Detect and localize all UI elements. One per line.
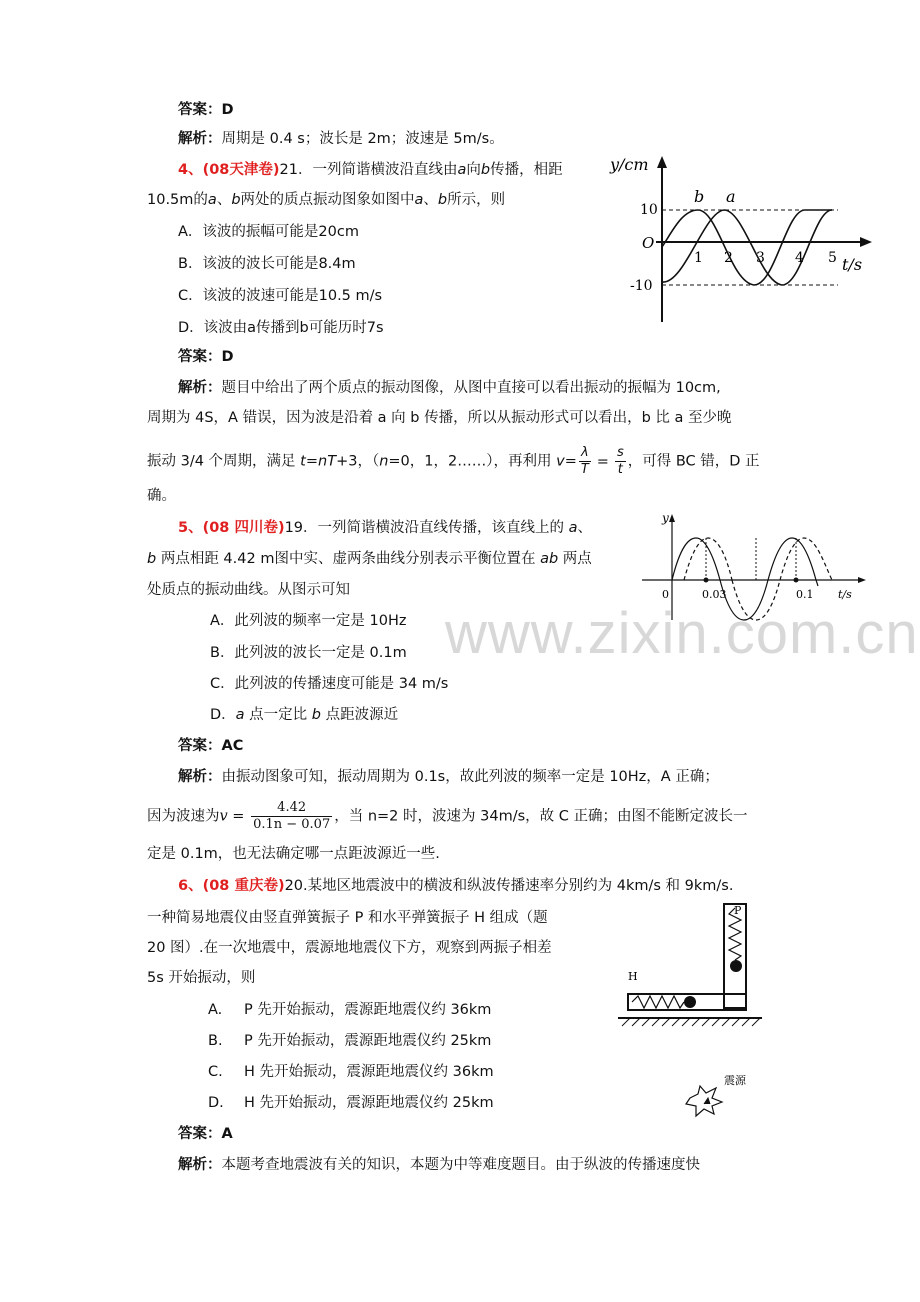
q4-analysis-line1: 解析：题目中给出了两个质点的振动图像，从图中直接可以看出振动的振幅为 10cm, xyxy=(178,380,721,396)
q4-option-d: D．该波由a传播到b可能历时7s xyxy=(178,320,384,336)
y-axis-arrow xyxy=(669,514,675,522)
x-axis-label: t/s xyxy=(838,588,852,601)
label-H: H xyxy=(628,970,638,983)
x-axis-label: t/s xyxy=(842,255,863,274)
q5-analysis-line1: 解析：由振动图象可知，振动周期为 0.1s，故此列波的频率一定是 10Hz，A 正确； xyxy=(178,769,719,785)
vertical-frame xyxy=(724,904,746,1008)
q6-analysis: 解析：本题考查地震波有关的知识，本题为中等难度题目。由于纵波的传播速度快 xyxy=(178,1157,700,1173)
q4-analysis-line4: 确。 xyxy=(147,488,176,504)
horizontal-mass xyxy=(684,996,696,1008)
y-axis-label: y xyxy=(662,511,669,525)
q6-stem-line2: 一种简易地震仪由竖直弹簧振子 P 和水平弹簧振子 H 组成（题 xyxy=(147,910,548,926)
x-tick-3: 3 xyxy=(756,250,765,266)
q6-seismograph-figure xyxy=(612,898,772,1120)
q4-option-a: A．该波的振幅可能是20cm xyxy=(178,224,359,240)
fraction-s-over-t: $\frac{s}{t}$ xyxy=(616,445,624,477)
watermark: www.zixin.com.cn xyxy=(445,601,919,666)
q4-analysis-line2: 周期为 4S，A 错误，因为波是沿着 a 向 b 传播，所以从振动形式可以看出，b 比 a 至少晚 xyxy=(147,410,732,426)
answer-label: 答案： xyxy=(178,102,222,118)
fraction-lambda-over-T: $\frac{\lambda}{T}$ xyxy=(580,445,589,477)
question-tag: 4、(08天津卷) xyxy=(178,162,280,178)
q6-option-d: D. H 先开始振动，震源距地震仪约 25km xyxy=(208,1095,494,1111)
q4-stem-line2: 10.5m的a、b两处的质点振动图象如图中a、b所示，则 xyxy=(147,192,506,208)
q6-option-a: A. P 先开始振动，震源距地震仪约 36km xyxy=(208,1002,492,1018)
q6-stem-line1: 6、(08 重庆卷)20.某地区地震波中的横波和纵波传播速率分别约为 4km/s 和 9km/s. xyxy=(178,878,734,894)
q5-option-c: C．此列波的传播速度可能是 34 m/s xyxy=(210,676,449,692)
x-axis-arrow xyxy=(860,237,872,247)
q5-vibration-graph xyxy=(636,508,876,626)
curve-b-dashed-1 xyxy=(684,538,732,580)
x-tick-5: 5 xyxy=(828,250,837,266)
q6-option-c: C. H 先开始振动，震源距地震仪约 36km xyxy=(208,1064,494,1080)
epicenter-burst-icon xyxy=(686,1086,722,1116)
q5-option-b: B．此列波的波长一定是 0.1m xyxy=(210,645,407,661)
q4-option-b: B．该波的波长可能是8.4m xyxy=(178,256,356,272)
q3-answer xyxy=(178,100,234,120)
q4-analysis-line3: 振动 3/4 个周期，满足 t=nT+3，（n=0，1，2……），再利用 v= $\frac{\lambda}{T}$ = $\frac{s}{t}$ ，可得 BC 错，D 正 xyxy=(147,445,760,477)
point-0-03 xyxy=(704,578,709,583)
x-tick-1: 1 xyxy=(694,250,703,266)
q6-option-b: B. P 先开始振动，震源距地震仪约 25km xyxy=(208,1033,492,1049)
q6-answer: 答案：A xyxy=(178,1126,233,1142)
q6-stem-line4: 5s 开始振动，则 xyxy=(147,970,256,986)
curve-b-label: b xyxy=(694,187,705,206)
point-0-1 xyxy=(794,578,799,583)
answer-value: D xyxy=(221,102,234,118)
x-tick-4: 4 xyxy=(795,250,804,266)
epicenter-arrow-icon xyxy=(704,1098,710,1104)
analysis-label: 解析： xyxy=(178,131,222,147)
y-axis-arrow xyxy=(657,156,667,168)
q4-stem-line1: 4、(08天津卷)21．一列简谐横波沿直线由a向b传播，相距 xyxy=(178,162,563,178)
q5-stem-line2: b 两点相距 4.42 m图中实、虚两条曲线分别表示平衡位置在 ab 两点 xyxy=(147,551,592,567)
q4-option-c: C．该波的波速可能是10.5 m/s xyxy=(178,288,383,304)
q6-stem-line3: 20 图）.在一次地震中，震源地地震仪下方，观察到两振子相差 xyxy=(147,940,552,956)
origin-label: O xyxy=(642,234,655,252)
q4-answer: 答案：D xyxy=(178,349,234,365)
origin-label: 0 xyxy=(662,588,669,601)
q3-analysis xyxy=(178,129,504,149)
label-P: P xyxy=(734,904,742,917)
horizontal-spring xyxy=(632,996,684,1008)
x-tick-2: 2 xyxy=(724,250,733,266)
q5-option-d: D．a 点一定比 b 点距波源近 xyxy=(210,707,399,723)
x-tick-0-03: 0.03 xyxy=(702,588,727,601)
q4-vibration-graph xyxy=(600,150,880,328)
q5-stem-line1: 5、(08 四川卷)19．一列简谐横波沿直线传播，该直线上的 a、 xyxy=(178,520,593,536)
y-tick-plus10: 10 xyxy=(640,202,658,218)
q5-stem-line3: 处质点的振动曲线。从图示可知 xyxy=(147,582,350,598)
label-source: 震源 xyxy=(724,1074,746,1087)
q5-answer: 答案：AC xyxy=(178,738,244,754)
q5-option-a: A．此列波的频率一定是 10Hz xyxy=(210,613,407,629)
curve-a-label: a xyxy=(726,187,736,206)
q5-analysis-line2: 因为波速为v = $\frac{4.42}{0.1n - 0.07}$ ，当 n=2 时，波速为 34m/s，故 C 正确；由图不能断定波长一 xyxy=(147,800,748,832)
vertical-mass xyxy=(730,960,742,972)
x-axis-arrow xyxy=(858,577,866,583)
fraction-velocity: $\frac{4.42}{0.1n - 0.07}$ xyxy=(253,800,331,832)
curve-a xyxy=(662,210,832,285)
analysis-text: 周期是 0.4 s；波长是 2m；波速是 5m/s。 xyxy=(221,131,504,147)
curve-b xyxy=(662,210,832,285)
y-tick-minus10: -10 xyxy=(630,278,653,294)
question-tag: 6、(08 重庆卷) xyxy=(178,878,285,894)
q5-analysis-line3: 定是 0.1m，也无法确定哪一点距波源近一些. xyxy=(147,846,440,862)
curve-b-dashed-2 xyxy=(732,538,832,620)
x-tick-0-1: 0.1 xyxy=(796,588,814,601)
ground-hatching xyxy=(622,1018,760,1026)
y-axis-label: y/cm xyxy=(610,155,649,174)
question-tag: 5、(08 四川卷) xyxy=(178,520,285,536)
